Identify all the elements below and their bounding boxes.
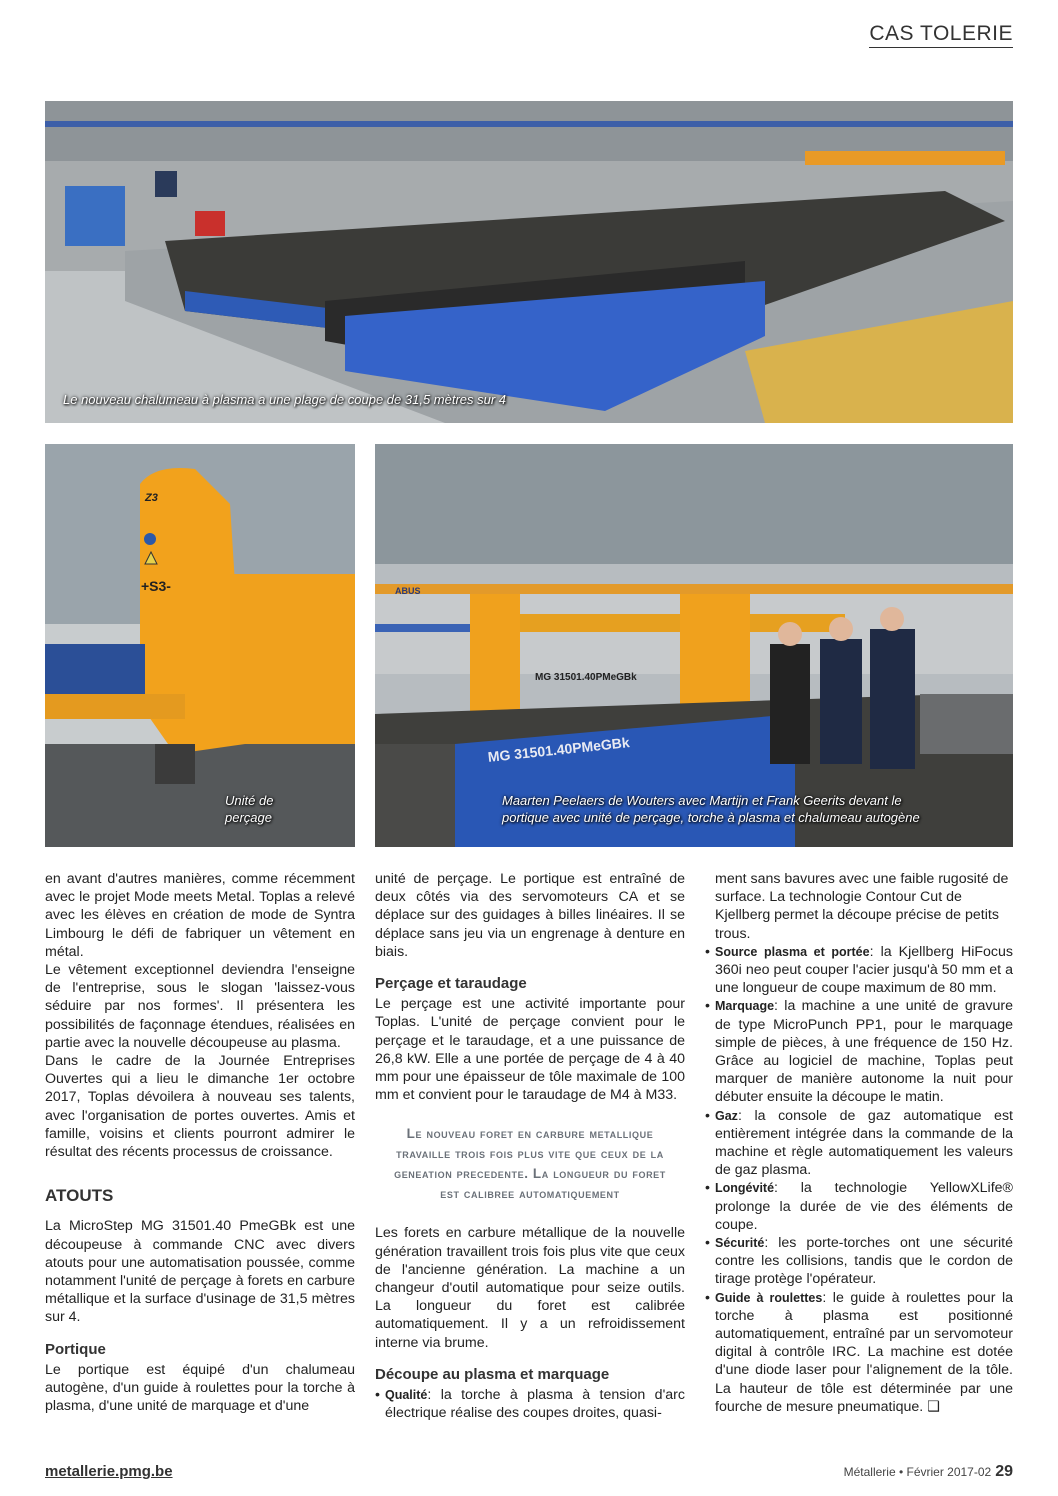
section-tag: CAS TOLERIE <box>869 22 1013 48</box>
photo-plasma-table <box>45 101 1013 423</box>
paragraph: Les forets en carbure métallique de la nouvelle génération travaillent trois fois plus vite que ceux de l'ancienne génération. La machine a un changeur d'outil automatique pour seize outils. La longueur du foret est calibrée automatiquement. Il y a un refroidissement interne via brume. <box>375 1225 685 1351</box>
column-1 <box>45 870 355 1415</box>
column-2 <box>375 870 685 1422</box>
crane-label: ABUS <box>395 586 421 596</box>
photo-caption: Maarten Peelaers de Wouters avec Martijn et Frank Geerits devant le portique avec unité de perçage, torche à plasma et chalumeau autogène <box>502 793 920 825</box>
head-label: +S3- <box>141 578 171 594</box>
heading-decoupe: Découpe au plasma et marquage <box>375 1365 610 1383</box>
column-3 <box>705 870 1013 1416</box>
heading-percage: Perçage et taraudage <box>375 975 527 993</box>
head-label-top: Z3 <box>145 492 158 504</box>
photo-drilling-unit <box>45 444 355 847</box>
photo-caption: Unité de perçage <box>225 793 274 825</box>
paragraph: en avant d'autres manières, comme récemment avec le projet Mode meets Metal. Toplas a relevé avec les élèves en création de mode de Syntra Limbourg le défi de fabriquer un vêtement en métal. <box>45 871 355 960</box>
paragraph: Le perçage est une activité importante pour Toplas. L'unité de perçage convient pour le perçage et le taraudage, et a une puissance de 26,8 kW. Elle a une portée de perçage de 4 à 40 mm pour une épaisseur de tôle maximale de 100 mm et convient pour le taraudage de M4 à M33. <box>375 996 685 1104</box>
footer-issue: Métallerie • Février 2017-02 29 <box>843 1463 1013 1480</box>
photo-caption: Le nouveau chalumeau à plasma a une plage de coupe de 31,5 mètres sur 4 <box>63 392 507 407</box>
bullet-item: • Source plasma et portée: la Kjellberg HiFocus 360i neo peut couper l'acier jusqu'à 50 mm et a une longueur de coupe maximum de 80 mm. <box>705 943 1013 997</box>
heading-atouts: ATOUTS <box>45 1186 114 1206</box>
pull-quote: Le nouveau foret en carbure metallique travaille trois fois plus vite que ceux de la geneation precedente. La longueur du foret est calibree automatiquement <box>394 1126 666 1202</box>
paragraph: Le vêtement exceptionnel deviendra l'enseigne de l'entreprise, sous le slogan 'laissez-vous séduire par nos formes'. Il présentera les possibilités de façonnage étendues, réalisées en partie avec la nouvelle découpeuse au plasma. <box>45 962 355 1051</box>
table-label: MG 31501.40PMeGBk <box>487 734 631 765</box>
paragraph: Le portique est équipé d'un chalumeau autogène, d'un guide à roulettes pour la torche à plasma, d'une unité de marquage et d'une <box>45 1361 355 1415</box>
paragraph: ment sans bavures avec une faible rugosité de surface. La technologie Contour Cut de Kjellberg permet la découpe précise de petits trous. <box>715 871 1009 942</box>
page-number: 29 <box>995 1463 1013 1480</box>
heading-portique: Portique <box>45 1340 106 1358</box>
bullet-item: • Qualité: la torche à plasma à tension d'arc électrique réalise des coupes droites, quasi- <box>375 1387 685 1422</box>
bullet-item: • Gaz: la console de gaz automatique est entièrement intégrée dans la commande de la machine et règle automatiquement les valeurs de gaz plasma. <box>705 1107 1013 1179</box>
photo-gantry-team <box>375 444 1013 847</box>
footer-site-link[interactable]: metallerie.pmg.be <box>45 1463 173 1480</box>
bullet-item: • Marquage: la machine a une unité de gravure de type MicroPunch PP1, pour le marquage simple de pièces, à une fréquence de 150 Hz. Grâce au logiciel de machine, Toplas peut marquer de manière autonome la nuit pour débuter ensuite la découpe le matin. <box>705 998 1013 1106</box>
paragraph: Dans le cadre de la Journée Entreprises Ouvertes qui a lieu le dimanche 1er octobre 2017, Toplas dévoilera à nouveau ses talents, avec l'organisation de portes ouvertes. Amis et famille, voisins et clients pourront admirer le résultat des récents processus de croissance. <box>45 1053 355 1161</box>
bullet-item: • Guide à roulettes: le guide à roulettes pour la torche à plasma est positionné automatiquement, entraîné par un servomoteur digital à contrôle IRC. La machine est dotée d'une diode laser pour l'alignement de la tôle. La hauteur de tôle est déterminée par une fourche de mesure pneumatique. ❑ <box>705 1289 1014 1415</box>
bullet-item: • Sécurité: les porte-torches ont une sécurité contre les collisions, tandis que le cordon de tirage protège l'opérateur. <box>705 1235 1013 1288</box>
beam-label: MG 31501.40PMeGBk <box>535 672 637 683</box>
paragraph: unité de perçage. Le portique est entraîné de deux côtés via des servomoteurs CA et se déplace sur des guidages à billes linéaires. Il se déplace sans jeu via un engrenage à denture en biais. <box>375 871 685 960</box>
paragraph: La MicroStep MG 31501.40 PmeGBk est une découpeuse à commande CNC avec divers atouts pour une automatisation poussée, comme notamment l'unité de perçage à forets en carbure métallique et la surface d'usinage de 31,5 mètres sur 4. <box>45 1218 355 1326</box>
bullet-item: • Longévité: la technologie YellowXLife® prolonge la durée de vie des éléments de coupe. <box>705 1180 1013 1233</box>
